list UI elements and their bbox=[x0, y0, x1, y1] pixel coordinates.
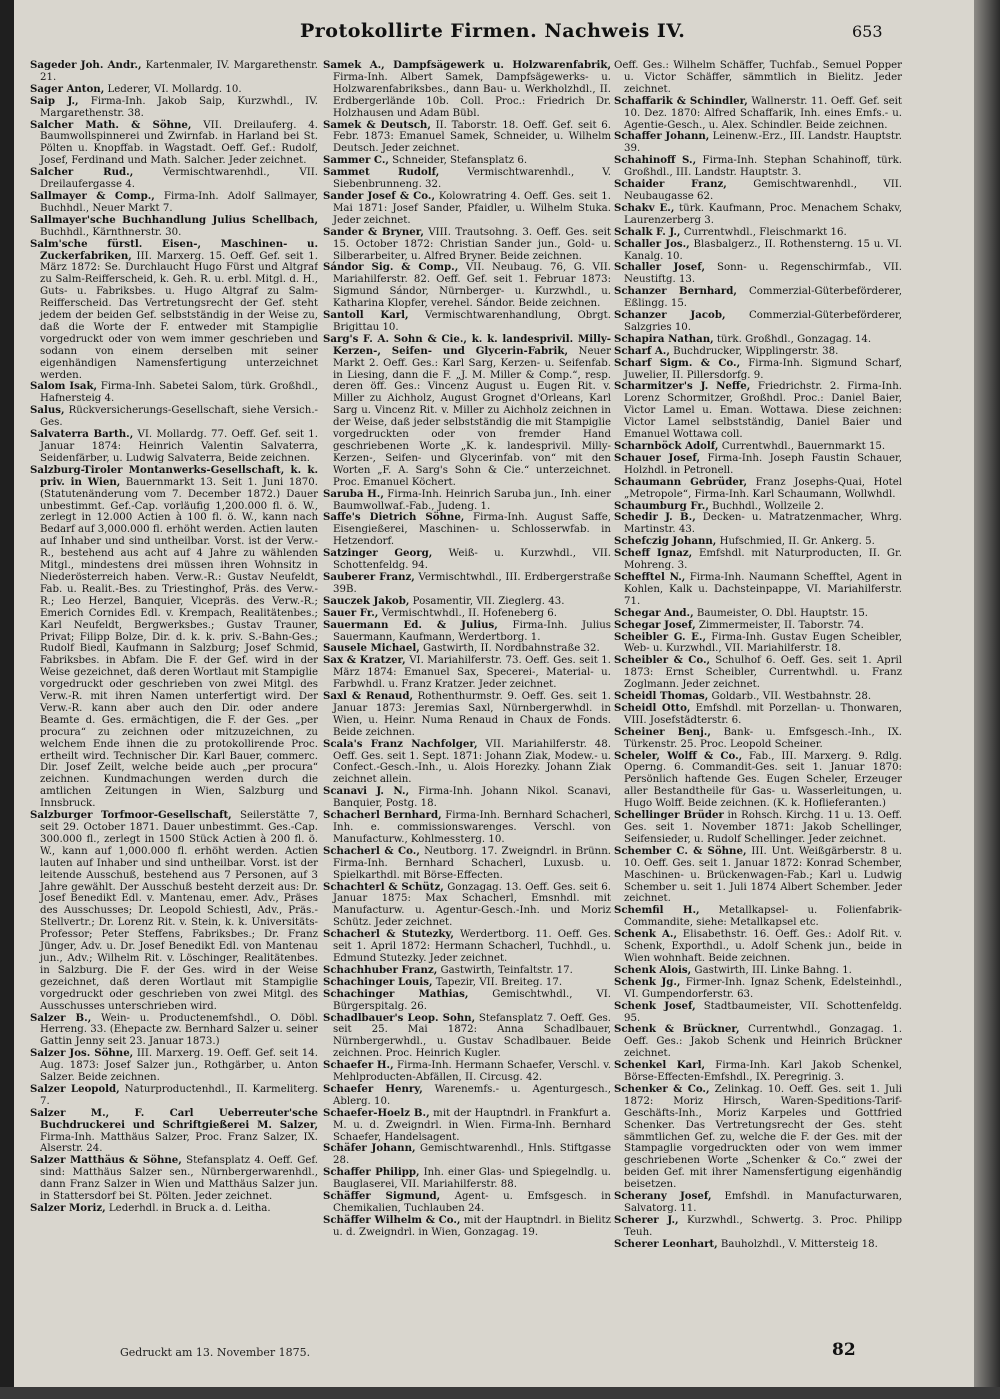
firm-name: Salzburg-Tiroler Montanwerks-Gesellschaft, k. k. priv. in Wien, bbox=[30, 463, 318, 488]
firm-details: Stadtbaumeister, VII. Schottenfeldg. 95. bbox=[624, 1000, 902, 1024]
firm-name: Schanzer Bernhard, bbox=[614, 285, 737, 298]
firm-details: Goldarb., VII. Westbahnstr. 28. bbox=[708, 691, 872, 703]
list-item bbox=[614, 751, 902, 811]
firm-name: Schenk Alois, bbox=[614, 963, 692, 976]
firm-details: Neuer Markt 2. Oeff. Ges.: Karl Sarg, Kerzen- u. Seifenfab. in Liesing, dann die F. „J. M. Miller & Comp.“, resp. deren öff. Ges.: Vincenz August u. Eugen Rit. v. Miller zu Aichholz, August Grognet d'Orleans, Karl Sarg u. Vincenz Rit. v. Miller zu Aichholz zeichnen in der Weise, daß jeder selbstständig die mit Stampiglie vorgedruckten oder von fremder Hand geschriebenen Worte „K. k. landesprivil. Milly-Kerzen-, Seifen- und Glycerinfab. von“ mit den Worten „F. A. Sarg's Sohn & Cie.“ unterzeichnet. Proc. Emanuel Köchert. bbox=[333, 345, 611, 488]
firm-name: Scherany Josef, bbox=[614, 1190, 712, 1203]
firm-name: Schaffer Johann, bbox=[614, 130, 710, 143]
firm-name: Salzburger Torfmoor-Gesellschaft, bbox=[30, 809, 232, 822]
firm-name: Scheibler G. E., bbox=[614, 630, 706, 643]
list-item bbox=[614, 929, 902, 965]
list-item bbox=[30, 1155, 318, 1203]
firm-name: Schaffarik & Schindler, bbox=[614, 94, 748, 107]
firm-details: Zelinkag. 10. Oeff. Ges. seit 1. Juli 1872: Moriz Hirsch, Waren-Speditions-Tarif-Geschäfts-Inh., Moriz Karpeles und Gottfried Schenker. Das Vertretungsrecht der Ges. steht sämmtlichen Gef. zu, welche die F. der Ges. mit der Stampaglie vorgedruckten oder von wem immer geschriebenen Worte „Schenker & Co.“ zwei der beiden Gef. mit ihrer Namensfertigung eigenhändig beisetzen. bbox=[624, 1083, 902, 1191]
firm-name: Salus, bbox=[30, 404, 65, 417]
list-item bbox=[614, 381, 902, 441]
list-item bbox=[30, 1203, 318, 1215]
print-date: Gedruckt am 13. November 1875. bbox=[120, 1346, 311, 1359]
firm-details: Bank- u. Emfsgesch.-Inh., IX. Türkenstr. 25. Proc. Leopold Scheiner. bbox=[624, 726, 902, 750]
firm-name: Scheff Ignaz, bbox=[614, 547, 693, 560]
firm-name: Sallmayer & Comp., bbox=[30, 189, 155, 202]
firm-details: VII. Neubaug. 76, G. VII. Mariahilferstr. 82. Oeff. Gef. seit 1. Februar 1873: Sigmund Sándor, Nürnberger- u. Kurzwhdl., u. Katharina Klopfer, verehel. Sándor. Beide zeichnen. bbox=[333, 262, 611, 310]
firm-name: Sauermann Ed. & Julius, bbox=[323, 618, 498, 631]
firm-details: Gonzagag. 13. Oeff. Ges. seit 6. Januar 1875: Max Schacherl, Emsnhdl. mit Manufacturw. u. Agentur-Gesch.-Inh. und Moriz Schütz. Jeder zeichnet. bbox=[333, 881, 611, 929]
firm-details: türk. Großhdl., Gonzagag. 14. bbox=[713, 333, 872, 345]
list-item bbox=[614, 1084, 902, 1191]
firm-details: Firma-Inh. Gustav Eugen Scheibler, Web- u. Kurzwhdl., VII. Mariahilferstr. 18. bbox=[624, 631, 902, 655]
column-1 bbox=[30, 60, 318, 1350]
firm-name: Scala's Franz Nachfolger, bbox=[323, 737, 478, 750]
firm-name: Sageder Joh. Andr., bbox=[30, 60, 142, 71]
firm-details: Firma-Inh. Matthäus Salzer, Proc. Franz Salzer, IX. Alserstr. 24. bbox=[40, 1131, 318, 1155]
firm-details: Warenemfs.- u. Agenturgesch., Ablerg. 10. bbox=[333, 1083, 611, 1107]
firm-name: Schacherl & Stutezky, bbox=[323, 928, 454, 941]
list-item bbox=[30, 96, 318, 120]
firm-name: Sausele Michael, bbox=[323, 642, 420, 655]
firm-details: Buchhdl., Wollzeile 2. bbox=[708, 500, 824, 512]
firm-details: Emfshdl. in Manufacturwaren, Salvatorg. 11. bbox=[624, 1191, 902, 1214]
firm-name: Schachinger Mathias, bbox=[323, 987, 469, 1000]
firm-name: Scharf A., bbox=[614, 344, 670, 357]
firm-name: Schegar And., bbox=[614, 606, 694, 619]
firm-details: mit der Hauptndrl. in Bielitz u. d. Zweigndrl. in Wien, Gonzagag. 19. bbox=[333, 1214, 611, 1238]
firm-details: Bauernmarkt 13. Seit 1. Juni 1870. (Statutenänderung vom 7. December 1872.) Dauer unbestimmt. Gef.-Cap. vorläufig 1,200.000 fl. ö. W., zerlegt in 12.000 Actien à 100 fl. ö. W., kann nach Bedarf auf 3,000.000 fl. erhöht werden. Actien lauten auf Inhaber und sind untheilbar. Vorst. ist der Verw.-R., bestehend aus acht auf 4 Jahre zu wählenden Mitgl., mindestens drei müssen ihren Wohnsitz in Niederösterreich haben. Verw.-R.: Gustav Neufeldt, Fab. u. Realit.-Bes. zu Triestinghof, Präs. des Verw.-R.; Leo Herzel, Banquier, Vicepräs. des Verw.-R.; Emerich Cornides Edl. v. Krempach, Realitätenbes.; Karl Neufeldt, Bergwerksbes.; Gustav Trauner, Privat; Filipp Bolze, Dir. d. k. k. priv. S.-Bahn-Ges.; Rudolf Biedl, Kaufmann in Salzburg; Josef Schmid, Fabriksbes. in Abfam. Die F. der Gef. wird in der Weise gezeichnet, daß deren Wortlaut mit Stampiglie vorgedruckt oder geschrieben von zwei Mitgl. des Verw.-R. mit ihren Namen unterfertigt wird. Der Verw.-R. kann aber auch den Dir. oder andere Beamte d. Ges. ermächtigen, die F. der Ges. „per procura“ zu zeichnen oder mitzuzeichnen, zu welchem Ende ihnen die zu protokollirende Proc. ertheilt wird. Technischer Dir. Karl Bauer, commerc. Dir. Josef Zeilt, welche beide auch „per procura“ zeichnen. Kundmachungen werden durch die amtlichen Zeitungen in Wien, Salzburg und Innsbruck. bbox=[40, 476, 318, 810]
firm-name: Salzer Leopold, bbox=[30, 1082, 120, 1095]
list-item bbox=[614, 1191, 902, 1215]
list-item bbox=[30, 1084, 318, 1108]
firm-name: Schaffer Philipp, bbox=[323, 1166, 420, 1179]
firm-name: Schenk Josef, bbox=[614, 999, 696, 1012]
list-item bbox=[614, 572, 902, 608]
list-item bbox=[614, 1001, 902, 1025]
firm-details: Firma-Inh. Karl Jakob Schenkel, Börse-Effecten-Emfshdl., IX. Peregrinig. 3. bbox=[624, 1060, 902, 1084]
list-item bbox=[323, 620, 611, 644]
firm-details: VI. Mariahilferstr. 73. Oeff. Ges. seit 1. März 1874: Emanuel Sax, Specerei-, Material- u. Farbwhdl. u. Franz Kratzer. Jeder zeichnet. bbox=[333, 655, 611, 691]
firm-name: Schaller Josef, bbox=[614, 261, 705, 274]
firm-details: Naturproductenhdl., II. Karmeliterg. 7. bbox=[40, 1083, 318, 1107]
list-item bbox=[323, 739, 611, 787]
firm-name: Schaefer-Hoelz B., bbox=[323, 1106, 430, 1119]
firm-details: VI. Mollardg. 77. Oeff. Gef. seit 1. Januar 1874: Heinrich Valentin Salvaterra, Seidenfärber, u. Ludwig Salvaterra, Beide zeichnen. bbox=[40, 429, 318, 464]
firm-details: III. Marxerg. 19. Oeff. Gef. seit 14. Aug. 1873: Josef Salzer jun., Rothgärber, u. Anton Salzer. Beide zeichnen. bbox=[40, 1048, 318, 1084]
list-item bbox=[323, 810, 611, 846]
firm-name: Salcher Rud., bbox=[30, 166, 134, 179]
firm-details: Commerzial-Güterbeförderer, Salzgries 10. bbox=[624, 310, 902, 333]
firm-name: Schahinoff S., bbox=[614, 154, 697, 167]
list-item bbox=[323, 60, 611, 120]
list-item bbox=[614, 1060, 902, 1084]
firm-details: Posamentir, VII. Zieglerg. 43. bbox=[409, 595, 565, 607]
firm-name: Sander & Bryner, bbox=[323, 225, 424, 238]
list-item bbox=[614, 310, 902, 334]
firm-details: Inh. einer Glas- und Spiegelndlg. u. Bauglaserei, VII. Mariahilferstr. 88. bbox=[333, 1167, 611, 1191]
firm-details: Weiß- u. Kurzwhdl., VII. Schottenfeldg. 94. bbox=[333, 548, 611, 572]
firm-details: Kartenmaler, IV. Margarethenstr. 21. bbox=[40, 60, 318, 83]
firm-details: Gemischtwarenhdl., Hnls. Stiftgasse 28. bbox=[333, 1143, 611, 1167]
firm-details: Metallkapsel- u. Folienfabrik-Commandite, siehe: Metallkapsel etc. bbox=[624, 905, 902, 929]
list-item bbox=[323, 1084, 611, 1108]
list-item bbox=[30, 1108, 318, 1156]
firm-details: III. Marxerg. 15. Oeff. Gef. seit 1. März 1872: Se. Durchlaucht Hugo Fürst und Altgraf zu Salm-Reifferscheid, k. Geh. R. u. erbl. Mitgl. d. H., Guts- u. Fabriksbes. u. Hugo Altgraf zu Salm-Reifferscheid. Das Vertretungsrecht der Gef. steht jedem der beiden Gef. selbstständig in der Weise zu, daß die Worte der F. entweder mit Stampiglie vorgedruckt oder von wem immer geschrieben und sodann von einem derselben mit seiner eigenhändigen Namensfertigung unterzeichnet werden. bbox=[40, 250, 318, 381]
firm-details: Rückversicherungs-Gesellschaft, siehe Versich.-Ges. bbox=[40, 405, 318, 429]
firm-details: Tapezir, VII. Breiteg. 17. bbox=[432, 976, 563, 988]
firm-details: Sonn- u. Regenschirmfab., VII. Neustiftg. 13. bbox=[624, 262, 902, 286]
firm-details: Firma-Inh. Jakob Saip, Kurzwhdl., IV. Margarethenstr. 38. bbox=[40, 95, 318, 119]
list-item bbox=[30, 381, 318, 405]
list-item bbox=[323, 512, 611, 548]
firm-name: Schauer Josef, bbox=[614, 451, 701, 464]
list-item bbox=[614, 727, 902, 751]
firm-details: Buchhdl., Kärnthnerstr. 30. bbox=[40, 226, 182, 238]
firm-name: Salom Isak, bbox=[30, 380, 98, 393]
firm-name: Scharf Sigm. & Co., bbox=[614, 356, 741, 369]
list-item bbox=[323, 786, 611, 810]
list-item bbox=[323, 882, 611, 930]
firm-details: Gastwirth, II. Nordbahnstraße 32. bbox=[419, 643, 600, 655]
list-item bbox=[323, 572, 611, 596]
firm-details: Firma-Inh. August Saffe, Eisengießerei, Maschinen- u. Schlosserwfab. in Hetzendorf. bbox=[333, 512, 611, 548]
list-item bbox=[614, 477, 902, 501]
firm-details: Gemischtwhdl., VI. Bürgerspitalg. 26. bbox=[333, 988, 611, 1012]
firm-details: Kolowratring 4. Oeff. Ges. seit 1. Mai 1871: Josef Sander, Pfaidler, u. Wilhelm Stuka. Jeder zeichnet. bbox=[333, 190, 611, 226]
list-item bbox=[323, 1060, 611, 1084]
firm-details: Gastwirth, Teinfaltstr. 17. bbox=[437, 964, 573, 976]
firm-details: Firma-Inh. Johann Nikol. Scanavi, Banquier, Postg. 18. bbox=[333, 786, 611, 810]
firm-details: Fab., III. Marxerg. 9. Rdlg. Operng. 6. Commandit-Ges. seit 1. Januar 1870: Persönlich haftende Ges. Eugen Scheler, Erzeuger aller Bestandtheile für Gas- u. Wasserleitungen, u. Hugo Wolff. Beide zeichnen. (K. k. Hoflieferanten.) bbox=[624, 750, 902, 810]
list-item bbox=[30, 120, 318, 168]
list-item bbox=[614, 262, 902, 286]
firm-details: Seilerstätte 7, seit 29. October 1871. Dauer unbestimmt. Ges.-Cap. 300.000 fl., zerlegt in 1500 Stück Actien à 200 fl. ö. W., kann auf 1,000.000 fl. erhöht werden. Actien lauten auf Inhaber und sind untheilbar. Vorst. ist der leitende Ausschuß, bestehend aus 7 Personen, auf 3 Jahre gewählt. Der Ausschuß besteht derzeit aus: Dr. Josef Benedikt Edl. v. Mantenau, emer. Adv., Präses des Ausschusses; Dr. Leopold Schiestl, Adv., Präs.-Stellvertr.; Dr. Lorenz Rit. v. Stein, k. k. Universitäts-Professor; Peter Steffens, Fabriksbes.; Dr. Franz Jünger, Adv. u. Dr. Josef Benedikt Edl. von Mantenau jun., Adv.; Wilhelm Rit. v. Löschinger, Realitätenbes. in Salzburg. Die F. der Ges. wird in der Weise gezeichnet, daß deren Wortlaut mit Stampiglie vorgedruckt oder geschrieben von zwei Mitgl. des Ausschusses unterschrieben wird. bbox=[40, 810, 318, 1012]
firm-name: Schacherl & Co., bbox=[323, 844, 420, 857]
firm-name: Sauer Fr., bbox=[323, 606, 379, 619]
list-item bbox=[323, 262, 611, 310]
list-item bbox=[323, 655, 611, 691]
firm-details: Kurzwhdl., Schwertg. 3. Proc. Philipp Teuh. bbox=[624, 1214, 902, 1238]
firm-name: Scharnböck Adolf, bbox=[614, 440, 719, 452]
firm-details: VII. Mariahilferstr. 48. Oeff. Ges. seit 1. Sept. 1871: Johann Ziak, Modew.- u. Confect.-Gesch.-Inh., u. Alois Horezky. Johann Ziak zeichnet allein. bbox=[333, 738, 611, 786]
firm-name: Schaumburg Fr., bbox=[614, 499, 709, 512]
firm-details: Hufschmied, II. Gr. Ankerg. 5. bbox=[716, 536, 875, 548]
scan-left-edge bbox=[0, 0, 14, 1399]
list-item bbox=[323, 1215, 611, 1239]
list-item bbox=[323, 1191, 611, 1215]
firm-details: Vermischtwarenhdl., V. Siebenbrunneng. 32. bbox=[333, 167, 611, 191]
firm-details: Firma-Inh. Adolf Sallmayer, Buchhdl., Neuer Markt 7. bbox=[40, 190, 318, 214]
firm-name: Salcher Math. & Söhne, bbox=[30, 118, 192, 131]
firm-details: mit der Hauptndrl. in Frankfurt a. M. u. d. Zweigndrl. in Wien. Firma-Inh. Bernhard Schaefer, Handelsagent. bbox=[333, 1107, 611, 1143]
list-item bbox=[323, 167, 611, 191]
firm-details: Firma-Inh. Sabetei Salom, türk. Großhdl., Hafnersteig 4. bbox=[40, 381, 318, 405]
firm-name: Saip J., bbox=[30, 94, 79, 107]
firm-name: Santoll Karl, bbox=[323, 309, 409, 322]
list-item bbox=[30, 429, 318, 465]
firm-details: Blasbalgerz., II. Rothensterng. 15 u. VI. Kanalg. 10. bbox=[624, 238, 902, 262]
firm-details: in Rohsch. Kirchg. 11 u. 13. Oeff. Ges. seit 1. November 1871: Jakob Schellinger, Seifensieder, u. Rudolf Schellinger. Jeder zeichnet. bbox=[624, 810, 902, 845]
firm-name: Schaumann Gebrüder, bbox=[614, 475, 747, 488]
firm-name: Schenker & Co., bbox=[614, 1082, 710, 1095]
firm-name: Schäffer Wilhelm & Co., bbox=[323, 1213, 461, 1226]
list-item bbox=[614, 703, 902, 727]
firm-name: Scheidl Otto, bbox=[614, 701, 691, 714]
firm-details: Friedrichstr. 2. Firma-Inh. Lorenz Schormitzer, Großhdl. Proc.: Daniel Baier, Victor Lamel u. Eman. Wottawa. Diese zeichnen: Victor Lamel selbstständig, Daniel Baier und Emanuel Wottawa coll. bbox=[624, 381, 902, 441]
list-item bbox=[614, 1215, 902, 1239]
list-item bbox=[614, 453, 902, 477]
list-item bbox=[30, 167, 318, 191]
firm-name: Schefczig Johann, bbox=[614, 535, 717, 548]
list-item bbox=[614, 548, 902, 572]
firm-details: Bauholzhdl., V. Mittersteig 18. bbox=[717, 1238, 878, 1250]
list-item bbox=[614, 60, 902, 96]
firm-name: Salvaterra Barth., bbox=[30, 428, 134, 441]
firm-details: Vermischtwhdl., III. Erdbergerstraße 39B. bbox=[333, 571, 611, 595]
firm-details: Schulhof 6. Oeff. Ges. seit 1. April 1873: Ernst Scheibler, Currentwhdl. u. Franz Zoglmann. Jeder zeichnet. bbox=[624, 655, 902, 691]
firm-details: Emfshdl. mit Naturproducten, II. Gr. Mohreng. 3. bbox=[624, 548, 902, 572]
list-item bbox=[323, 489, 611, 513]
firm-details: Gastwirth, III. Linke Bahng. 1. bbox=[691, 964, 852, 976]
firm-name: Scheidl Thomas, bbox=[614, 690, 709, 703]
firm-name: Scheiner Benj., bbox=[614, 725, 711, 738]
firm-name: Scherer Leonhart, bbox=[614, 1237, 718, 1250]
firm-name: Schenk A., bbox=[614, 928, 677, 941]
firm-name: Sauczek Jakob, bbox=[323, 594, 410, 607]
list-item bbox=[614, 239, 902, 263]
firm-name: Scherer J., bbox=[614, 1213, 679, 1226]
list-item bbox=[614, 655, 902, 691]
list-item bbox=[614, 96, 902, 132]
firm-name: Salm'sche fürstl. Eisen-, Maschinen- u. Zuckerfabriken, bbox=[30, 237, 318, 262]
firm-name: Schäffer Sigmund, bbox=[323, 1190, 441, 1203]
firm-details: Currentwhdl., Gonzagag. 1. Oeff. Ges.: Jakob Schenk und Heinrich Brückner zeichnet. bbox=[624, 1024, 902, 1060]
firm-details: Firma-Inh. Heinrich Saruba jun., Inh. einer Baumwollwaf.-Fab., Judeng. 1. bbox=[333, 488, 611, 512]
list-item bbox=[323, 227, 611, 263]
firm-name: Schefftel N., bbox=[614, 570, 686, 583]
firm-name: Sander Josef & Co., bbox=[323, 189, 435, 202]
list-item bbox=[30, 239, 318, 382]
firm-name: Scharmitzer's J. Neffe, bbox=[614, 380, 751, 393]
firm-name: Schenkel Karl, bbox=[614, 1059, 706, 1072]
list-item bbox=[614, 810, 902, 846]
firm-name: Schanzer Jacob, bbox=[614, 309, 726, 322]
firm-name: Schadlbauer's Leop. Sohn, bbox=[323, 1011, 476, 1024]
firm-details: Currentwhdl., Bauernmarkt 15. bbox=[718, 441, 886, 452]
firm-name: Schemfil H., bbox=[614, 904, 700, 917]
firm-details: Buchdrucker, Wipplingerstr. 38. bbox=[669, 345, 839, 357]
firm-name: Salzer B., bbox=[30, 1011, 92, 1024]
firm-name: Schaefer Henry, bbox=[323, 1082, 423, 1095]
list-item bbox=[614, 1024, 902, 1060]
firm-name: Samek & Deutsch, bbox=[323, 118, 431, 131]
firm-name: Schalk F. J., bbox=[614, 225, 681, 238]
firm-details: Emfshdl. mit Porzellan- u. Thonwaren, VIII. Josefstädterstr. 6. bbox=[624, 702, 902, 726]
firm-name: Sager Anton, bbox=[30, 82, 105, 95]
list-item bbox=[323, 1143, 611, 1167]
firm-name: Scheler, Wolff & Co., bbox=[614, 749, 743, 762]
firm-details: Vermischtwarenhandlung, Obrgt. Brigittau 10. bbox=[333, 310, 611, 333]
firm-details: Vermischtwhdl., II. Hofeneberg 6. bbox=[378, 607, 558, 619]
list-item bbox=[614, 155, 902, 179]
firm-name: Sarg's F. A. Sohn & Cie., k. k. landesprivil. Milly-Kerzen-, Seifen- und Glycerin-Fabrik, bbox=[323, 332, 611, 357]
firm-details: Baumeister, O. Dbl. Hauptstr. 15. bbox=[693, 607, 869, 619]
page-title: Protokollirte Firmen. Nachweis IV. bbox=[300, 20, 686, 42]
firm-details: Neutborg. 17. Zweigndrl. in Brünn. Firma-Inh. Bernhard Schacherl, Luxusb. u. Spielkarthdl. mit Börse-Effecten. bbox=[333, 845, 611, 881]
firm-details: Leinenw.-Erz., III. Landstr. Hauptstr. 39. bbox=[624, 131, 902, 155]
firm-details: Firma-Inh. Bernhard Schacherl, Inh. e. commissionswarenges. Verschl. von Manufacturw., Kohlmessterg. 10. bbox=[333, 810, 611, 845]
firm-name: Schachhuber Franz, bbox=[323, 963, 438, 976]
firm-name: Schaefer H., bbox=[323, 1059, 394, 1072]
list-item bbox=[614, 632, 902, 656]
firm-name: Salzer Moriz, bbox=[30, 1202, 106, 1214]
firm-details: III. Unt. Weißgärberstr. 8 u. 10. Oeff. Ges. seit 1. Januar 1872: Konrad Schember, Maschinen- u. Brückenwagen-Fab.; Karl u. Ludwig Schember u. seit 1. Juli 1874 Albert Schember. Jeder zeichnet. bbox=[624, 845, 902, 905]
firm-name: Schaller Jos., bbox=[614, 237, 690, 250]
list-item bbox=[614, 846, 902, 906]
firm-details: VIII. Trautsohng. 3. Oeff. Ges. seit 15. October 1872: Christian Sander jun., Gold- u. Silberarbeiter, u. Alfred Bryner. Beide zeichnen. bbox=[333, 226, 611, 262]
column-2 bbox=[323, 60, 611, 1350]
firm-details: Oeff. Ges.: Wilhelm Schäffer, Tuchfab., Semuel Popper u. Victor Schäffer, sämmtlich in Bielitz. Jeder zeichnet. bbox=[614, 60, 902, 95]
firm-name: Saxl & Renaud, bbox=[323, 690, 413, 703]
list-item bbox=[323, 120, 611, 156]
firm-details: Lederer, VI. Mollardg. 10. bbox=[104, 83, 242, 95]
firm-details: Firma-Inh. Stephan Schahinoff, türk. Großhdl., III. Landstr. Hauptstr. 3. bbox=[624, 155, 902, 179]
firm-name: Schenk Jg., bbox=[614, 975, 681, 988]
firm-name: Saruba H., bbox=[323, 487, 384, 500]
firm-name: Sammet Rudolf, bbox=[323, 166, 440, 179]
firm-details: Stefansplatz 7. Oeff. Ges. seit 25. Mai 1872: Anna Schadlbauer, Nürnbergerwhdl., u. Gustav Schadlbauer. Beide zeichnen. Proc. Heinrich Kugler. bbox=[333, 1012, 611, 1060]
firm-name: Sammer C., bbox=[323, 154, 389, 167]
list-item bbox=[614, 977, 902, 1001]
list-item bbox=[614, 286, 902, 310]
firm-details: Lederhdl. in Bruck a. d. Leitha. bbox=[105, 1203, 271, 1214]
firm-details: Commerzial-Güterbeförderer, Eßlingg. 15. bbox=[624, 286, 902, 310]
firm-name: Scanavi J. N., bbox=[323, 785, 410, 798]
list-item bbox=[30, 60, 318, 84]
firm-details: VII. Dreilauferg. 4. Baumwollspinnerei und Zwirnfab. in Harland bei St. Pölten u. Knopffab. in Wagstadt. Oeff. Gef.: Rudolf, Josef, Ferdinand und Math. Salcher. Jeder zeichnet. bbox=[40, 119, 318, 167]
firm-details: Werdertborg. 11. Oeff. Ges. seit 1. April 1872: Hermann Schacherl, Tuchhdl., u. Edmund Stutezky. Jeder zeichnet. bbox=[333, 929, 611, 964]
sheet-number: 82 bbox=[832, 1340, 856, 1360]
firm-details: Wein- u. Productenemfshdl., O. Döbl. Herreng. 33. (Ehepacte zw. Bernhard Salzer u. seiner Gattin Jenny seit 23. Januar 1873.) bbox=[40, 1012, 318, 1048]
list-item bbox=[323, 1108, 611, 1144]
firm-name: Schachinger Louis, bbox=[323, 975, 433, 988]
list-item bbox=[30, 215, 318, 239]
firm-details: Franz Josephs-Quai, Hotel „Metropole“, Firma-Inh. Karl Schaumann, Wollwhdl. bbox=[624, 476, 902, 500]
firm-details: Wallnerstr. 11. Oeff. Gef. seit 10. Dez. 1870: Alfred Schaffarik, Inh. eines Emfs.- u. Agentie-Gesch., u. Alex. Schindler. Beide zeichnen. bbox=[624, 95, 902, 131]
firm-details: Schneider, Stefansplatz 6. bbox=[388, 155, 528, 167]
list-item bbox=[30, 810, 318, 1012]
scan-bottom-edge bbox=[0, 1387, 1000, 1399]
firm-name: Saffe's Dietrich Söhne, bbox=[323, 511, 465, 524]
firm-name: Samek A., Dampfsägewerk u. Holzwarenfabrik, bbox=[323, 60, 611, 71]
firm-details: Firma-Inh. Julius Sauermann, Kaufmann, Werdertborg. 1. bbox=[333, 619, 611, 643]
firm-name: Sallmayer'sche Buchhandlung Julius Schellbach, bbox=[30, 213, 318, 226]
firm-name: Sándor Sig. & Comp., bbox=[323, 261, 459, 274]
list-item bbox=[614, 358, 902, 382]
firm-details: Gemischtwarenhdl., VII. Neubaugasse 62. bbox=[624, 179, 902, 202]
list-item bbox=[30, 465, 318, 810]
firm-name: Salzer Matthäus & Söhne, bbox=[30, 1154, 182, 1167]
list-item bbox=[323, 334, 611, 489]
list-item bbox=[614, 203, 902, 227]
list-item bbox=[614, 179, 902, 203]
firm-details: Firma-Inh. Naumann Schefftel, Agent in Kohlen, Kalk u. Dachsteinpappe, VI. Mariahilferstr. 71. bbox=[624, 571, 902, 607]
firm-name: Schacherl Bernhard, bbox=[323, 809, 442, 822]
firm-details: Currentwhdl., Fleischmarkt 16. bbox=[680, 226, 847, 238]
list-item bbox=[323, 1013, 611, 1061]
firm-details: Firma-Inh. Hermann Schaefer, Verschl. v. Mehlproducten-Abfällen, II. Circusg. 42. bbox=[333, 1060, 611, 1084]
firm-details: Firma-Inh. Albert Samek, Dampfsägewerks- u. Holzwarenfabriksbes., dann Bau- u. Werkholzhdl., II. Erdbergerlände 10b. Coll. Proc.: Friedrich Dr. Holzhausen und Adam Bübl. bbox=[333, 71, 611, 119]
list-item bbox=[323, 548, 611, 572]
firm-name: Schakv E., bbox=[614, 201, 675, 214]
firm-details: Elisabethstr. 16. Oeff. Ges.: Adolf Rit. v. Schenk, Exporthdl., u. Adolf Schenk jun., beide in Wien wohnhaft. Beide zeichnen. bbox=[624, 929, 902, 964]
firm-name: Schaider Franz, bbox=[614, 178, 727, 191]
firm-name: Scheibler & Co., bbox=[614, 654, 711, 667]
list-item bbox=[323, 1167, 611, 1191]
list-item bbox=[30, 1013, 318, 1049]
firm-details: türk. Kaufmann, Proc. Menachem Schakv, Laurenzerberg 3. bbox=[624, 202, 902, 226]
list-item bbox=[614, 905, 902, 929]
page-number: 653 bbox=[852, 22, 883, 41]
list-item bbox=[30, 405, 318, 429]
list-item bbox=[614, 512, 902, 536]
firm-details: Firma-Inh. Sigmund Scharf, Juwelier, II. Pillersdorfg. 9. bbox=[624, 357, 902, 381]
column-3 bbox=[614, 60, 902, 1350]
firm-name: Salzer Jos. Söhne, bbox=[30, 1047, 134, 1060]
list-item bbox=[323, 989, 611, 1013]
firm-details: Firma-Inh. Joseph Faustin Schauer, Holzhdl. in Petronell. bbox=[624, 452, 902, 476]
firm-details: Rothenthurmstr. 9. Oeff. Ges. seit 1. Januar 1873: Jeremias Saxl, Nürnbergerwhdl. in Wien, u. Heinr. Numa Renaud in Chaux de Fonds. Beide zeichnen. bbox=[333, 691, 611, 738]
firm-name: Schäfer Johann, bbox=[323, 1142, 416, 1155]
firm-name: Sax & Kratzer, bbox=[323, 654, 406, 667]
firm-name: Schember C. & Söhne, bbox=[614, 844, 747, 857]
firm-name: Sauberer Franz, bbox=[323, 570, 415, 583]
firm-details: Agent- u. Emfsgesch. in Chemikalien, Tuchlauben 24. bbox=[333, 1191, 611, 1214]
list-item bbox=[323, 310, 611, 334]
list-item bbox=[323, 846, 611, 882]
firm-name: Schachterl & Schütz, bbox=[323, 880, 444, 893]
firm-details: Vermischtwarenhdl., VII. Dreilaufergasse 4. bbox=[40, 167, 318, 191]
firm-details: Decken- u. Matratzenmacher, Whrg. Martinstr. 43. bbox=[624, 512, 902, 536]
list-item bbox=[30, 191, 318, 215]
firm-name: Schedir J. B., bbox=[614, 511, 696, 524]
scan-right-edge bbox=[974, 0, 1000, 1399]
firm-name: Schellinger Brüder bbox=[614, 809, 724, 822]
list-item bbox=[614, 1239, 902, 1251]
list-item bbox=[30, 1048, 318, 1084]
list-item bbox=[323, 929, 611, 965]
list-item bbox=[323, 691, 611, 739]
firm-name: Salzer M., F. Carl Ueberreuter'sche Buchdruckerei und Schriftgießerei M. Salzer, bbox=[30, 1106, 318, 1131]
firm-details: Stefansplatz 4. Oeff. Gef. sind: Matthäus Salzer sen., Nürnbergerwarenhdl., dann Franz Salzer in Wien und Matthäus Salzer jun. in Stattersdorf bei St. Pölten. Jeder zeichnet. bbox=[40, 1155, 318, 1203]
list-item bbox=[323, 191, 611, 227]
firm-name: Schegar Josef, bbox=[614, 618, 696, 631]
firm-name: Schenk & Brückner, bbox=[614, 1023, 740, 1036]
firm-details: Firmer-Inh. Ignaz Schenk, Edelsteinhdl., VI. Gumpendorferstr. 63. bbox=[624, 976, 902, 1000]
firm-name: Schapira Nathan, bbox=[614, 332, 714, 345]
firm-details: II. Taborstr. 18. Oeff. Gef. seit 6. Febr. 1873: Emanuel Samek, Schneider, u. Wilhelm Deutsch. Jeder zeichnet. bbox=[333, 119, 611, 155]
list-item bbox=[614, 131, 902, 155]
firm-name: Satzinger Georg, bbox=[323, 547, 433, 560]
firm-details: Zimmermeister, II. Taborstr. 74. bbox=[695, 619, 864, 631]
